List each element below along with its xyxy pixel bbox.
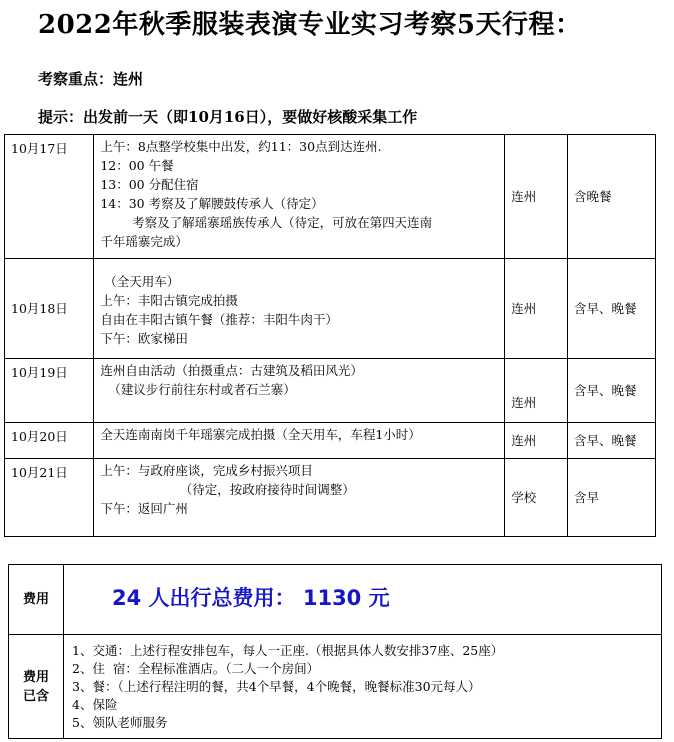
meal-cell: 含早、晚餐	[568, 359, 656, 423]
table-row	[5, 459, 656, 537]
activity-line: （全天用车）	[100, 273, 180, 289]
included-label	[9, 635, 64, 739]
activity-line: （建议步行前往东村或者石兰寨）	[100, 382, 296, 397]
date-cell: 10月17日	[5, 135, 94, 259]
activity-line: 上午：与政府座谈，完成乡村振兴项目	[100, 463, 313, 478]
date-cell: 10月19日	[5, 359, 94, 423]
document-title: 2022年秋季服装表演专业实习考察5天行程：	[38, 10, 582, 40]
cost-table	[8, 564, 662, 739]
included-label-line: 费用	[22, 669, 49, 685]
included-items	[64, 635, 662, 739]
fee-label: 费用	[9, 565, 64, 635]
activity-line: 考察及了解瑶寨瑶族传承人（待定，可放在第四天连南	[100, 215, 433, 230]
activity-cell	[94, 359, 505, 423]
inspection-focus: 考察重点：连州	[38, 70, 144, 88]
city-cell: 连州	[505, 135, 568, 259]
date-cell: 10月21日	[5, 459, 94, 537]
table-row	[5, 423, 656, 459]
city-cell: 连州	[505, 259, 568, 359]
included-item: 4、保险	[72, 696, 118, 712]
meal-cell: 含早、晚餐	[568, 259, 656, 359]
included-item: 5、领队老师服务	[72, 714, 168, 730]
activity-line: 13：00 分配住宿	[100, 177, 199, 192]
included-item: 2、住 宿：全程标准酒店。（二人一个房间）	[72, 660, 320, 676]
itinerary-table	[4, 134, 656, 537]
activity-cell	[94, 135, 505, 259]
total-cost-text: 24 人出行总费用： 1130 元	[112, 586, 390, 610]
included-item: 1、交通：上述行程安排包车，每人一正座.（根据具体人数安排37座、25座）	[72, 642, 504, 658]
activity-line: 上午：丰阳古镇完成拍摄	[100, 292, 238, 308]
activity-line: 全天连南南岗千年瑶寨完成拍摄（全天用车，车程1小时）	[100, 427, 421, 442]
meal-cell: 含晚餐	[568, 135, 656, 259]
activity-line: 连州自由活动（拍摄重点：古建筑及稻田风光）	[100, 363, 363, 378]
departure-tip: 提示：出发前一天（即10月16日），要做好核酸采集工作	[38, 108, 418, 126]
table-row	[5, 135, 656, 259]
activity-cell	[94, 259, 505, 359]
date-cell: 10月18日	[5, 259, 94, 359]
included-label-line: 已含	[22, 688, 49, 704]
activity-line: （待定，按政府接待时间调整）	[100, 482, 355, 497]
table-row	[9, 565, 662, 635]
date-cell: 10月20日	[5, 423, 94, 459]
activity-line: 上午：8点整学校集中出发，约11：30点到达连州.	[100, 139, 382, 154]
meal-cell: 含早、晚餐	[568, 423, 656, 459]
table-row	[9, 635, 662, 739]
activity-line: 14：30 考察及了解腰鼓传承人（待定）	[100, 196, 324, 211]
table-row	[5, 259, 656, 359]
table-row	[5, 359, 656, 423]
city-cell: 连州	[505, 423, 568, 459]
city-cell: 连州	[505, 359, 568, 423]
included-item: 3、餐：（上述行程注明的餐，共4个早餐，4个晚餐，晚餐标准30元每人）	[72, 678, 481, 694]
activity-line: 下午：欧家梯田	[100, 330, 188, 346]
activity-line: 千年瑶寨完成）	[100, 234, 188, 249]
activity-line: 下午：返回广州	[100, 501, 188, 516]
activity-line: 12：00 午餐	[100, 158, 174, 173]
total-cost	[64, 565, 662, 635]
city-cell: 学校	[505, 459, 568, 537]
activity-line: 自由在丰阳古镇午餐（推荐：丰阳牛肉干）	[100, 311, 338, 327]
activity-cell	[94, 459, 505, 537]
meal-cell: 含早	[568, 459, 656, 537]
activity-cell	[94, 423, 505, 459]
